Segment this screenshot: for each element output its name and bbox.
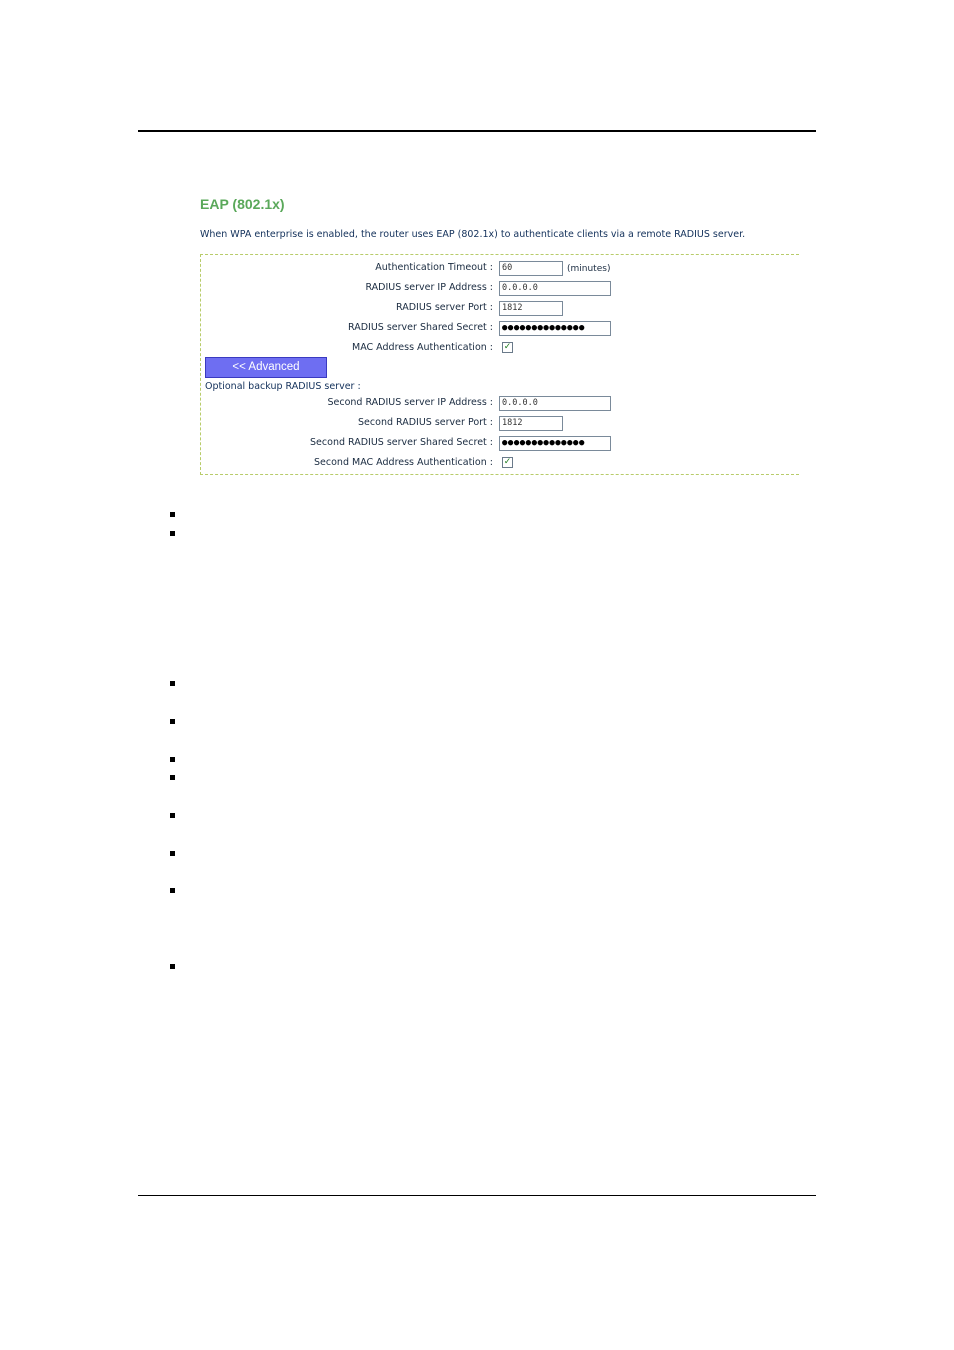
radius-secret-row <box>201 320 799 338</box>
second-radius-port-label: Second RADIUS server Port : <box>358 417 493 428</box>
auth-timeout-row <box>201 260 799 278</box>
second-mac-auth-label: Second MAC Address Authentication : <box>314 457 493 468</box>
radius-ip-row <box>201 280 799 298</box>
radius-port-input[interactable]: 1812 <box>499 301 563 316</box>
advanced-button[interactable]: << Advanced <box>205 357 327 378</box>
bullet-marker <box>170 813 175 818</box>
radius-port-row <box>201 300 799 318</box>
footer-rule <box>138 1195 816 1196</box>
radius-secret-input[interactable]: ●●●●●●●●●●●●●● <box>499 321 611 336</box>
radius-secret-label: RADIUS server Shared Secret : <box>348 322 493 333</box>
second-mac-auth-checkbox[interactable]: ✓ <box>503 457 512 467</box>
second-radius-port-input[interactable]: 1812 <box>499 416 563 431</box>
eap-description: When WPA enterprise is enabled, the router uses EAP (802.1x) to authenticate clients via a remote RADIUS server. <box>200 229 746 240</box>
mac-auth-checkbox[interactable]: ✓ <box>503 342 512 352</box>
bullet-marker <box>170 681 175 686</box>
bullet-marker <box>170 888 175 893</box>
radius-ip-label: RADIUS server IP Address : <box>365 282 493 293</box>
bullet-marker <box>170 757 175 762</box>
bullet-marker <box>170 719 175 724</box>
bullet-marker <box>170 531 175 536</box>
auth-timeout-unit: (minutes) <box>567 264 611 274</box>
radius-ip-input[interactable]: 0.0.0.0 <box>499 281 611 296</box>
second-radius-secret-row <box>201 435 799 453</box>
bullet-marker <box>170 512 175 517</box>
bullet-marker <box>170 775 175 780</box>
auth-timeout-label: Authentication Timeout : <box>375 262 493 273</box>
mac-auth-row <box>201 340 799 358</box>
second-radius-secret-input[interactable]: ●●●●●●●●●●●●●● <box>499 436 611 451</box>
second-mac-auth-row <box>201 455 799 473</box>
header-rule <box>138 130 816 132</box>
bullet-marker <box>170 964 175 969</box>
second-radius-ip-input[interactable]: 0.0.0.0 <box>499 396 611 411</box>
auth-timeout-input[interactable]: 60 <box>499 261 563 276</box>
second-radius-port-row <box>201 415 799 433</box>
second-radius-secret-label: Second RADIUS server Shared Secret : <box>310 437 493 448</box>
second-radius-ip-label: Second RADIUS server IP Address : <box>327 397 493 408</box>
eap-section-title: EAP (802.1x) <box>200 196 285 212</box>
backup-radius-heading: Optional backup RADIUS server : <box>205 381 361 392</box>
bullet-marker <box>170 851 175 856</box>
eap-settings-panel <box>200 254 799 475</box>
mac-auth-label: MAC Address Authentication : <box>352 342 493 353</box>
second-radius-ip-row <box>201 395 799 413</box>
radius-port-label: RADIUS server Port : <box>396 302 493 313</box>
